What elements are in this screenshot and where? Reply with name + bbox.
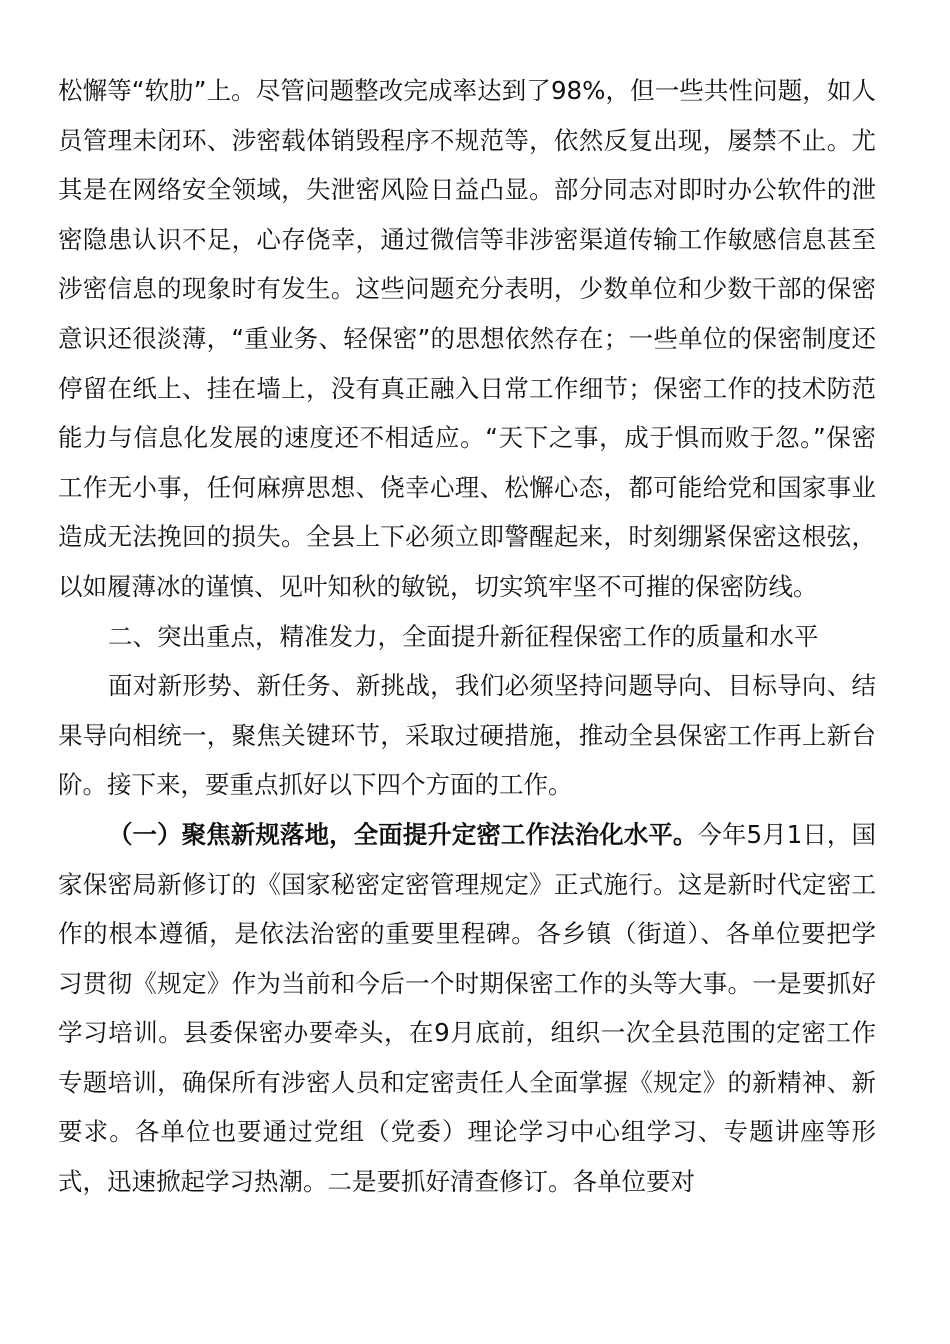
subsection-heading: （一）聚焦新规落地，全面提升定密工作法治化水平。 bbox=[108, 819, 698, 849]
subsection-paragraph bbox=[58, 810, 876, 1207]
body-paragraph: 面对新形势、新任务、新挑战，我们必须坚持问题导向、目标导向、结果导向相统一，聚焦关键环节，采取过硬措施，推动全县保密工作再上新台阶。接下来，要重点抓好以下四个方面的工作。 bbox=[58, 671, 876, 800]
subsection-body: 今年5月1日，国家保密局新修订的《国家秘密定密管理规定》正式施行。这是新时代定密工作的根本遵循，是依法治密的重要里程碑。各乡镇（街道）、各单位要把学习贯彻《规定》作为当前和今后一个时期保密工作的头等大事。一是要抓好学习培训。县委保密办要牵头，在9月底前，组织一次全县范围的定密工作专题培训，确保所有涉密人员和定密责任人全面掌握《规定》的新精神、新要求。各单位也要通过党组（党委）理论学习中心组学习、专题讲座等形式，迅速掀起学习热潮。二是要抓好清查修订。各单位要对 bbox=[58, 819, 876, 1197]
section-heading: 二、突出重点，精准发力，全面提升新征程保密工作的质量和水平 bbox=[108, 621, 819, 651]
body-paragraph: 松懈等“软肋”上。尽管问题整改完成率达到了98%，但一些共性问题，如人员管理未闭环、涉密载体销毁程序不规范等，依然反复出现，屡禁不止。尤其是在网络安全领域，失泄密风险日益凸显。部分同志对即时办公软件的泄密隐患认识不足，心存侥幸，通过微信等非涉密渠道传输工作敏感信息甚至涉密信息的现象时有发生。这些问题充分表明，少数单位和少数干部的保密意识还很淡薄，“重业务、轻保密”的思想依然存在；一些单位的保密制度还停留在纸上、挂在墙上，没有真正融入日常工作细节；保密工作的技术防范能力与信息化发展的速度还不相适应。“天下之事，成于惧而败于忽。”保密工作无小事，任何麻痹思想、侥幸心理、松懈心态，都可能给党和国家事业造成无法挽回的损失。全县上下必须立即警醒起来，时刻绷紧保密这根弦，以如履薄冰的谨慎、见叶知秋的敏锐，切实筑牢坚不可摧的保密防线。 bbox=[58, 76, 876, 601]
document-page bbox=[58, 66, 876, 1207]
